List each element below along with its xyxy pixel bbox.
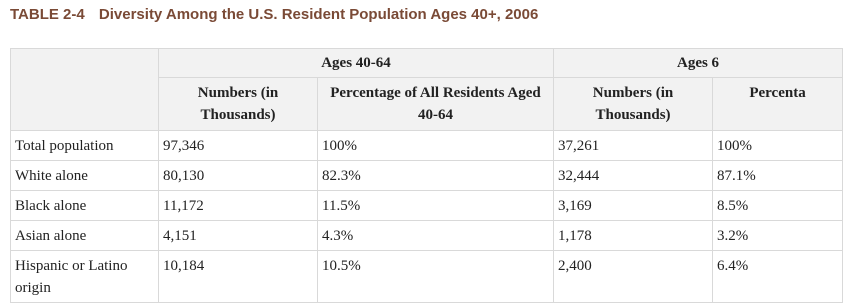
table-cell: 82.3% [318,161,554,191]
table-cell: 10,184 [159,251,318,303]
table-cell: 97,346 [159,131,318,161]
table-number: TABLE 2-4 [10,6,85,23]
table-cell: 11.5% [318,191,554,221]
table-cell: 4.3% [318,221,554,251]
table-row [11,131,843,161]
row-label: White alone [11,161,159,191]
table-cell: 11,172 [159,191,318,221]
table-cell: 8.5% [713,191,843,221]
table-cell: 80,130 [159,161,318,191]
table-cell: 100% [318,131,554,161]
sub-header-numbers-40-64: Numbers (in Thousands) [159,78,318,131]
table-row [11,221,843,251]
table-title: Diversity Among the U.S. Resident Population Ages 40+, 2006 [98,6,539,23]
row-label: Hispanic or Latino origin [11,251,159,303]
row-label: Total population [11,131,159,161]
sub-header-percentage-65: Percenta [713,78,843,131]
table-cell: 3.2% [713,221,843,251]
table-container [10,48,806,298]
table-cell: 1,178 [554,221,713,251]
table-cell: 87.1% [713,161,843,191]
table-row [11,161,843,191]
table-cell: 3,169 [554,191,713,221]
group-header-row [11,49,843,78]
sub-header-numbers-65: Numbers (in Thousands) [554,78,713,131]
table-cell: 100% [713,131,843,161]
table-cell: 4,151 [159,221,318,251]
row-label: Black alone [11,191,159,221]
table-caption [10,6,538,23]
group-header-ages-65: Ages 6 [554,49,843,78]
table-row [11,191,843,221]
group-header-ages-40-64: Ages 40-64 [159,49,554,78]
table-cell: 2,400 [554,251,713,303]
table-cell: 37,261 [554,131,713,161]
corner-header-cell [11,49,159,131]
table-cell: 32,444 [554,161,713,191]
row-label: Asian alone [11,221,159,251]
sub-header-percentage-40-64: Percentage of All Residents Aged 40-64 [318,78,554,131]
table-cell: 10.5% [318,251,554,303]
table-cell: 6.4% [713,251,843,303]
diversity-table [10,48,843,303]
table-row [11,251,843,303]
